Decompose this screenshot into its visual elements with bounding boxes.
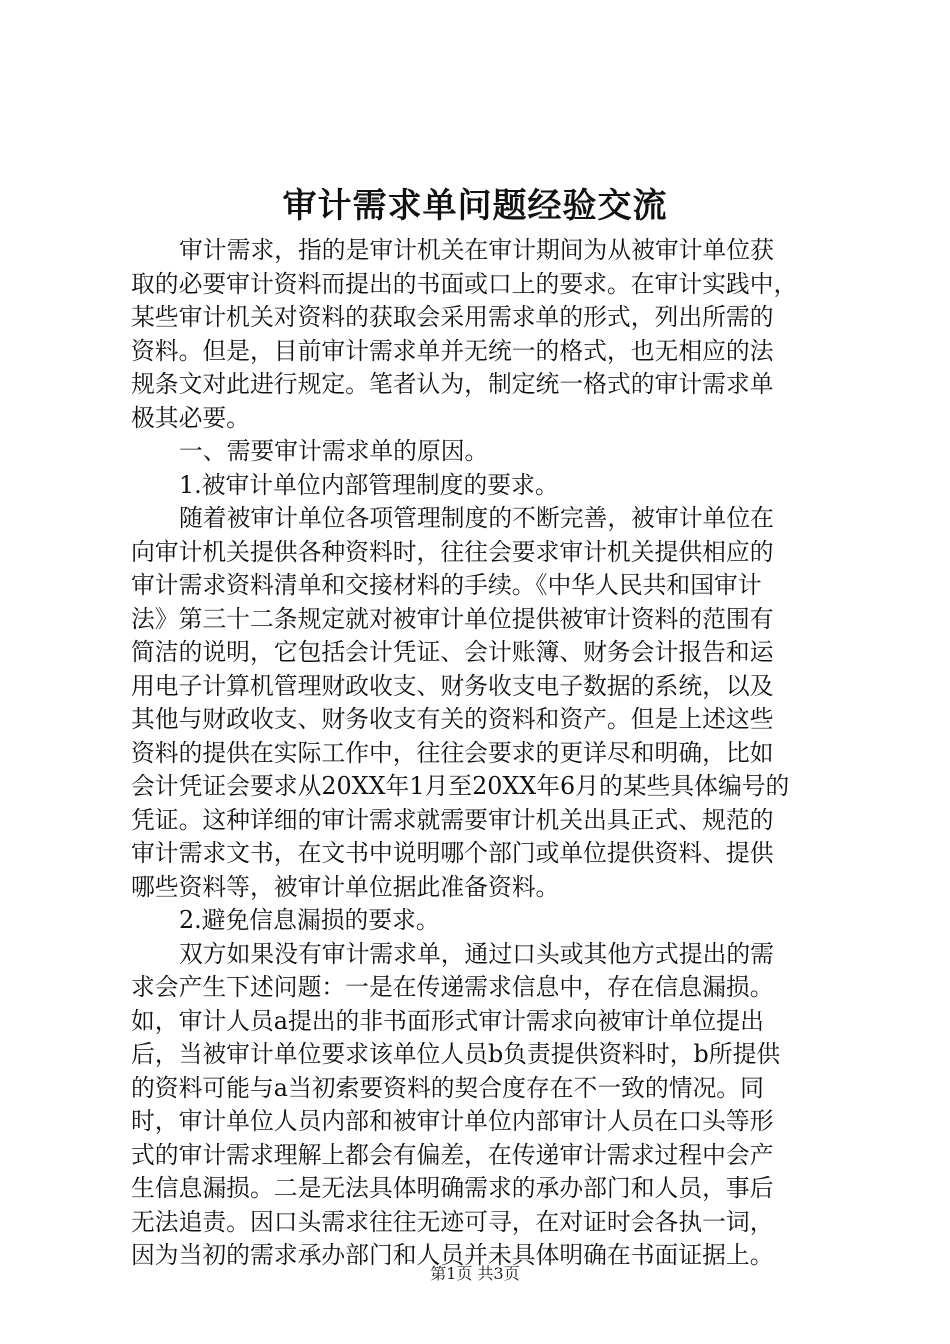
subsection-heading: 2.避免信息漏损的要求。 [179, 906, 440, 934]
paragraph-line: 后，当被审计单位要求该单位人员b负责提供资料时，b所提供 [131, 1040, 781, 1068]
paragraph-line: 向审计机关提供各种资料时，往往会要求审计机关提供相应的 [131, 537, 774, 566]
paragraph-line: 极其必要。 [131, 403, 250, 432]
paragraph-line: 凭证。这种详细的审计需求就需要审计机关出具正式、规范的 [131, 805, 774, 834]
document-title: 审计需求单问题经验交流 [282, 186, 668, 226]
paragraph-line: 审计需求文书，在文书中说明哪个部门或单位提供资料、提供 [131, 839, 774, 867]
paragraph-line: 如，审计人员a提出的非书面形式审计需求向被审计单位提出 [131, 1006, 764, 1035]
paragraph-line: 会计凭证会要求从20XX年1月至20XX年6月的某些具体编号的 [131, 772, 790, 800]
paragraph-line: 因为当初的需求承办部门和人员并未具体明确在书面证据上。 [131, 1241, 774, 1269]
paragraph-line: 简洁的说明，它包括会计凭证、会计账簿、财务会计报告和运 [131, 638, 774, 666]
paragraph-line: 哪些资料等，被审计单位据此准备资料。 [131, 872, 560, 901]
paragraph-line: 生信息漏损。二是无法具体明确需求的承办部门和人员，事后 [131, 1174, 774, 1202]
page-footer: 第1页 共3页 [430, 1264, 520, 1283]
paragraph-line: 式的审计需求理解上都会有偏差，在传递审计需求过程中会产 [131, 1140, 774, 1169]
paragraph-line: 用电子计算机管理财政收支、财务收支电子数据的系统，以及 [131, 671, 774, 700]
paragraph-line: 取的必要审计资料而提出的书面或口上的要求。在审计实践中， [131, 269, 798, 298]
paragraph-line: 随着被审计单位各项管理制度的不断完善，被审计单位在 [179, 504, 774, 532]
paragraph-line: 的资料可能与a当初索要资料的契合度存在不一致的情况。同 [131, 1073, 764, 1102]
subsection-heading: 1.被审计单位内部管理制度的要求。 [179, 470, 559, 499]
paragraph-line: 审计需求资料清单和交接材料的手续。《中华人民共和国审计 [131, 571, 762, 599]
paragraph-line: 某些审计机关对资料的获取会采用需求单的形式，列出所需的 [131, 303, 774, 331]
paragraph-line: 规条文对此进行规定。笔者认为，制定统一格式的审计需求单 [131, 370, 774, 398]
paragraph-line: 资料。但是，目前审计需求单并无统一的格式，也无相应的法 [131, 336, 774, 365]
section-heading: 一、需要审计需求单的原因。 [179, 437, 489, 465]
paragraph-line: 资料的提供在实际工作中，往往会要求的更详尽和明确，比如 [131, 738, 774, 767]
document-body [131, 234, 831, 1273]
paragraph-line: 求会产生下述问题：一是在传递需求信息中，存在信息漏损。 [131, 973, 774, 1001]
paragraph-line: 时，审计单位人员内部和被审计单位内部审计人员在口头等形 [131, 1107, 774, 1135]
paragraph-line: 审计需求，指的是审计机关在审计期间为从被审计单位获 [179, 236, 774, 264]
paragraph-line: 无法追责。因口头需求往往无迹可寻，在对证时会各执一词， [131, 1207, 774, 1236]
paragraph-line: 双方如果没有审计需求单，通过口头或其他方式提出的需 [179, 939, 774, 968]
paragraph-line: 法》第三十二条规定就对被审计单位提供被审计资料的范围有 [131, 604, 774, 633]
paragraph-line: 其他与财政收支、财务收支有关的资料和资产。但是上述这些 [131, 705, 774, 733]
